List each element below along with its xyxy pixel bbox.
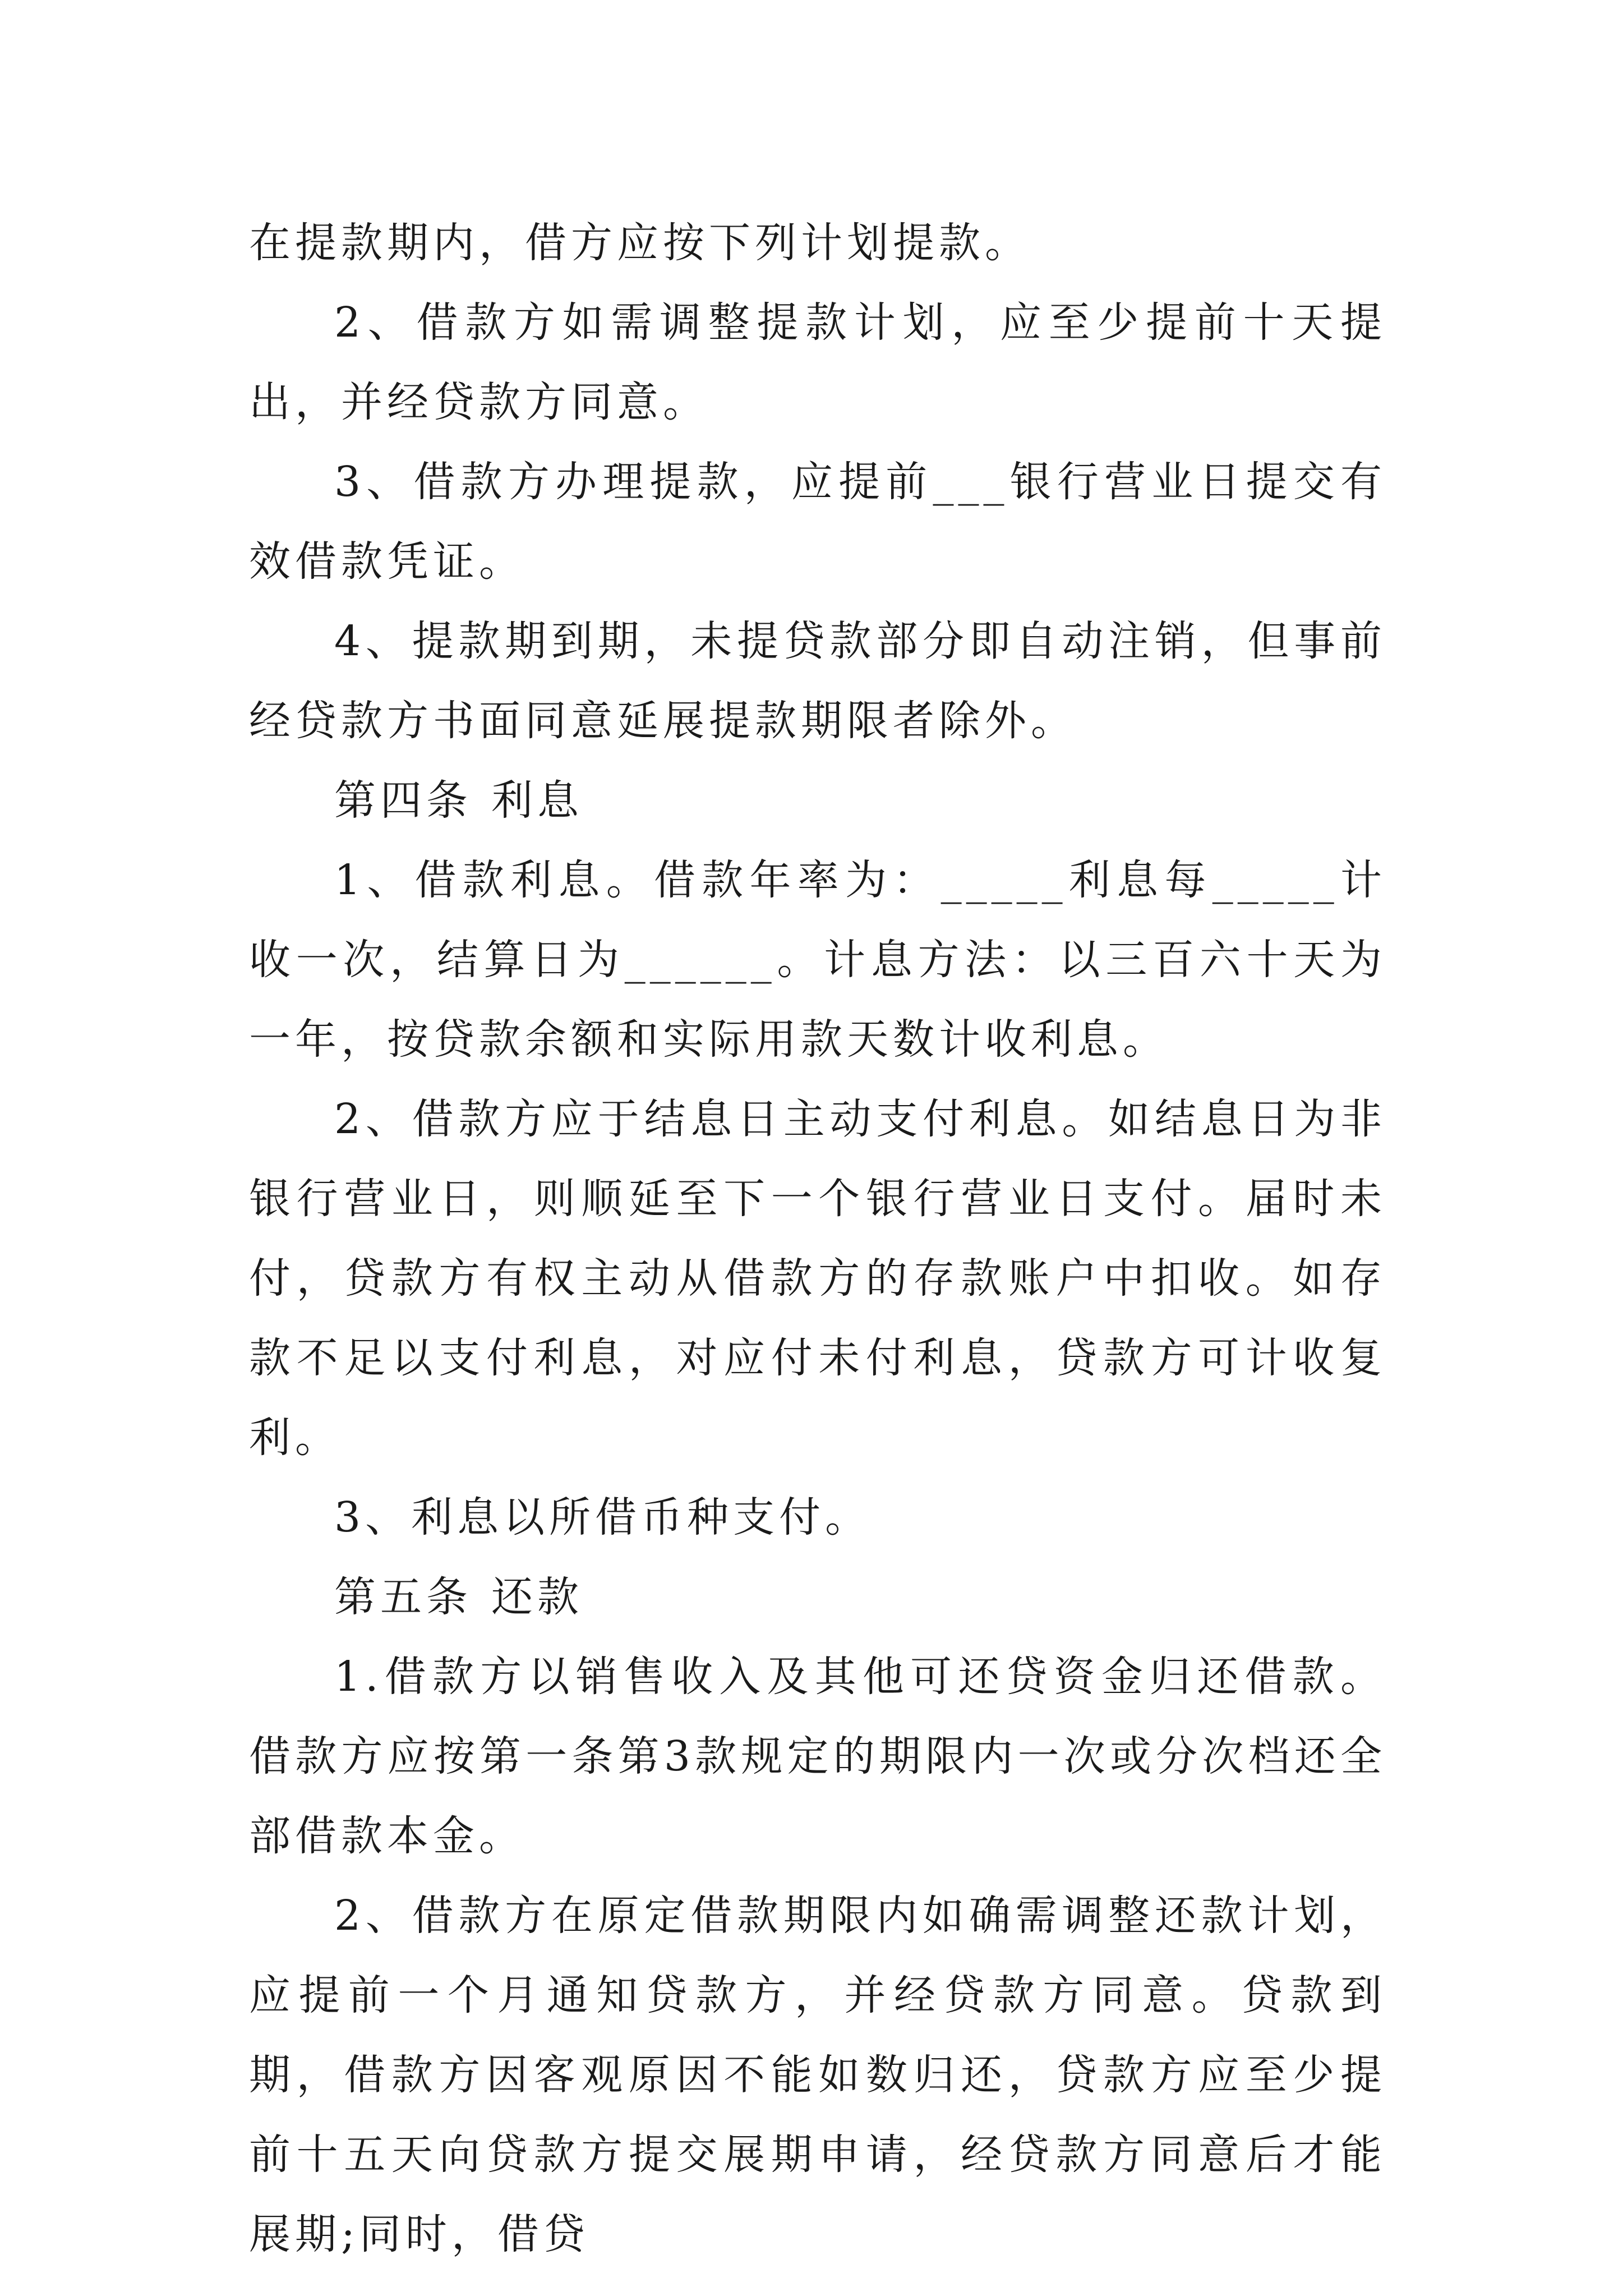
section-title: 利息 [491, 776, 583, 825]
paragraph-repayment-adjust: 2、借款方在原定借款期限内如确需调整还款计划，应提前一个月通知贷款方，并经贷款方同意。贷款到期，借款方因客观原因不能如数归还，贷款方应至少提前十五天向贷款方提交展期申请，经贷款方同意后才能展期;同时，借贷 [249, 1892, 1386, 2258]
section-number: 第五条 [334, 1573, 472, 1621]
paragraph-drawdown-adjust: 2、借款方如需调整提款计划，应至少提前十天提出，并经贷款方同意。 [249, 298, 1386, 426]
section-title: 还款 [491, 1573, 583, 1621]
section-number: 第四条 [334, 776, 472, 825]
paragraph-interest-currency: 3、利息以所借币种支付。 [334, 1493, 872, 1542]
paragraph-interest-payment: 2、借款方应于结息日主动支付利息。如结息日为非银行营业日，则顺延至下一个银行营业日支付。届时未付，贷款方有权主动从借款方的存款账户中扣收。如存款不足以支付利息，对应付未付利息，贷款方可计收复利。 [249, 1095, 1386, 1462]
section-heading-interest [249, 761, 1386, 840]
section-heading-repayment [249, 1557, 1386, 1637]
document-body [249, 203, 1386, 2274]
paragraph-drawdown-period: 在提款期内，借方应按下列计划提款。 [249, 219, 1031, 267]
paragraph-drawdown-notice: 3、借款方办理提款，应提前___银行营业日提交有效借款凭证。 [249, 458, 1386, 586]
paragraph-drawdown-expiry: 4、提款期到期，未提贷款部分即自动注销，但事前经贷款方书面同意延展提款期限者除外。 [249, 617, 1386, 745]
paragraph-repayment-source: 1.借款方以销售收入及其他可还贷资金归还借款。借款方应按第一条第3款规定的期限内一次或分次档还全部借款本金。 [249, 1653, 1386, 1860]
paragraph-interest-rate: 1、借款利息。借款年率为：_____利息每_____计收一次，结算日为______。计息方法：以三百六十天为一年，按贷款余额和实际用款天数计收利息。 [249, 856, 1386, 1064]
